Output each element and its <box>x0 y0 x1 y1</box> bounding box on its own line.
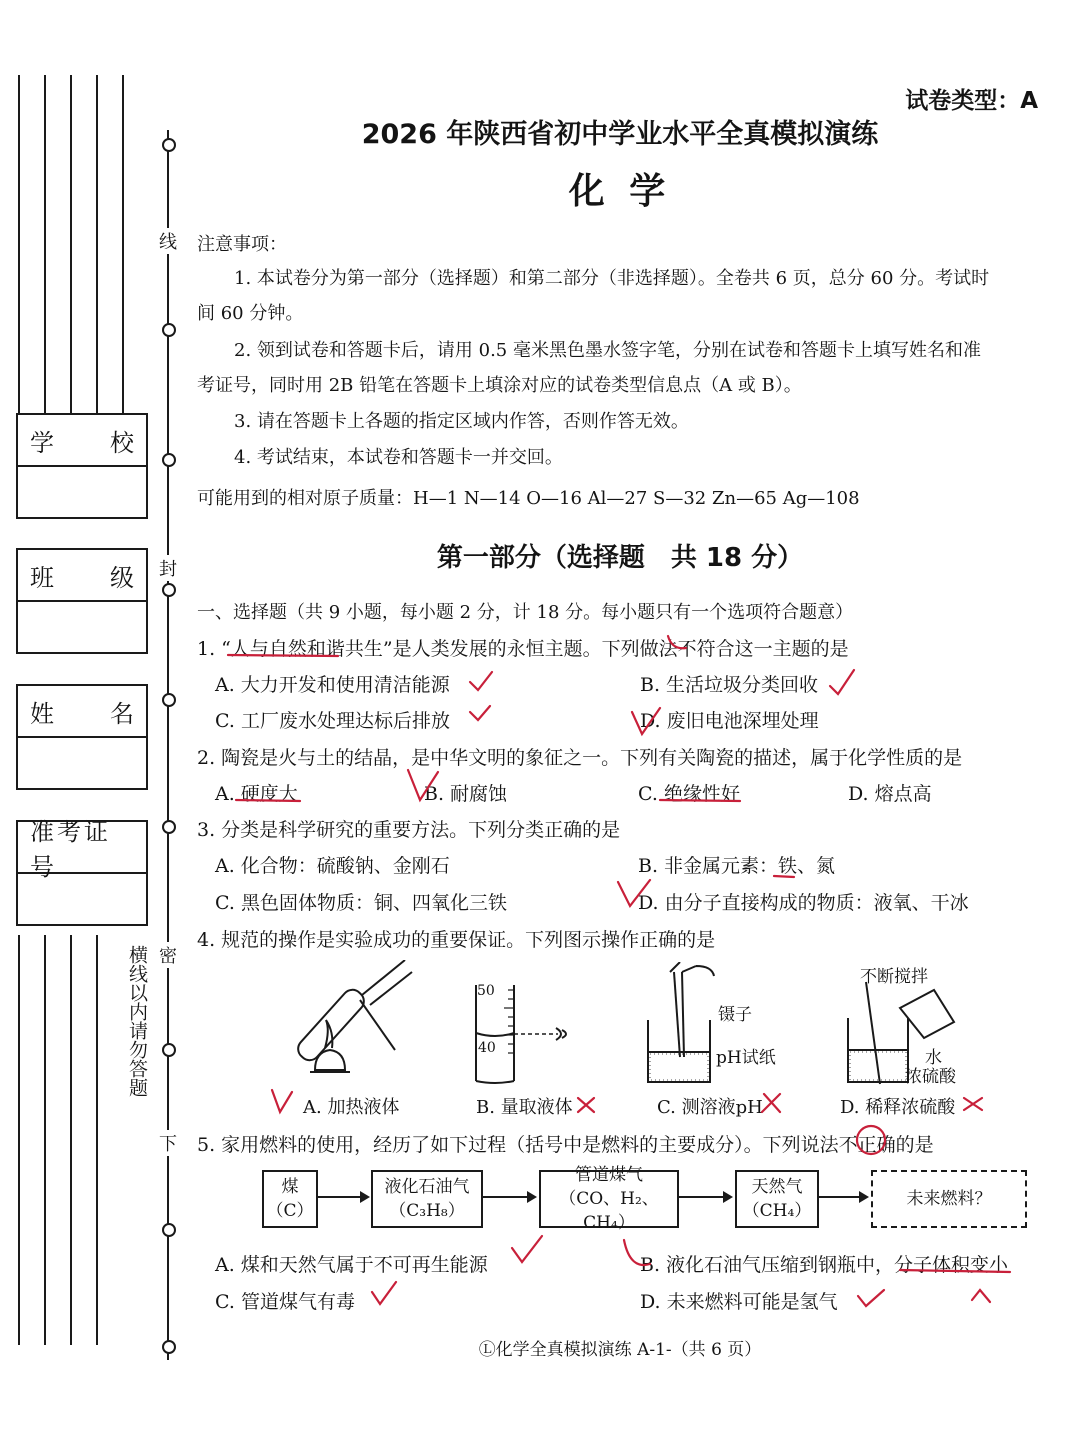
underline-mark <box>236 800 300 801</box>
check-mark-icon <box>470 706 490 720</box>
figure-caption[interactable]: B. 量取液体 <box>476 1097 573 1118</box>
check-mark-icon <box>408 770 438 800</box>
atomic-masses: 可能用到的相对原子质量：H—1 N—14 O—16 Al—27 S—32 Zn—65 Ag—108 <box>197 488 860 509</box>
check-mark-icon <box>512 1236 542 1262</box>
option-a[interactable]: A. 化合物：硫酸钠、金刚石 <box>215 855 450 877</box>
check-mark-icon <box>470 672 492 690</box>
notice-item: 4. 考试结束，本试卷和答题卡一并交回。 <box>234 447 563 468</box>
figure-caption[interactable]: A. 加热液体 <box>303 1097 400 1118</box>
option-b[interactable]: B. 非金属元素：铁、氮 <box>638 855 836 877</box>
figure-caption[interactable]: D. 稀释浓硫酸 <box>840 1097 956 1118</box>
option-c[interactable]: C. 管道煤气有毒 <box>215 1291 355 1313</box>
exam-type-label: 试卷类型：A <box>905 88 1038 114</box>
section-instruction: 一、选择题（共 9 小题，每小题 2 分，计 18 分。每小题只有一个选项符合题意） <box>197 602 854 623</box>
question-stem: 5. 家用燃料的使用，经历了如下过程（括号中是燃料的主要成分）。下列说法不正确的是 <box>197 1134 934 1156</box>
seal-char: 下 <box>157 1130 179 1156</box>
figure-caption[interactable]: C. 测溶液pH <box>657 1097 763 1118</box>
subject-title: 化 学 <box>568 171 672 212</box>
label-stir: 不断搅拌 <box>860 967 928 987</box>
flow-formula: （CO、H₂、CH₄） <box>559 1189 659 1233</box>
cross-mark-icon <box>972 1290 990 1302</box>
question-stem: 2. 陶瓷是火与土的结晶，是中华文明的象征之一。下列有关陶瓷的描述，属于化学性质的是 <box>197 747 963 769</box>
option-a[interactable]: A. 煤和天然气属于不可再生能源 <box>215 1254 488 1276</box>
flow-formula: （CH₄） <box>742 1201 812 1221</box>
option-b[interactable]: B. 耐腐蚀 <box>424 783 508 805</box>
flow-name: 管道煤气 <box>575 1165 643 1185</box>
check-mark-icon <box>618 880 650 906</box>
option-d[interactable]: D. 未来燃料可能是氢气 <box>640 1291 838 1313</box>
cross-mark-icon <box>762 1094 780 1112</box>
check-mark-icon <box>830 670 854 694</box>
notice-item: 2. 领到试卷和答题卡后，请用 0.5 毫米黑色墨水签字笔，分别在试卷和答题卡上填写姓名和准 <box>234 340 981 361</box>
vertical-warning-text: 横线以内请勿答题 <box>126 945 148 1097</box>
label-acid: 浓硫酸 <box>905 1067 956 1087</box>
flow-name: 天然气 <box>751 1177 803 1197</box>
circle-mark <box>668 636 686 648</box>
bracket-mark <box>624 1240 650 1265</box>
page-footer: Ⓛ化学全真模拟演练 A-1-（共 6 页） <box>478 1340 762 1360</box>
check-mark-icon <box>858 1290 884 1306</box>
question-stem: 1. “人与自然和谐共生”是人类发展的永恒主题。下列做法不符合这一主题的是 <box>197 638 849 660</box>
check-mark-icon <box>632 708 660 734</box>
notice-item: 1. 本试卷分为第一部分（选择题）和第二部分（非选择题）。全卷共 6 页，总分 60 分。考试时 <box>234 268 990 289</box>
cross-mark-icon <box>964 1098 982 1110</box>
scale-label: 40 <box>478 1040 496 1056</box>
notice-item: 3. 请在答题卡上各题的指定区域内作答，否则作答无效。 <box>234 411 689 432</box>
option-a[interactable]: A. 硬度大 <box>215 783 298 805</box>
underline-mark <box>774 876 794 877</box>
underline-mark <box>228 655 338 656</box>
flow-formula: （C₃H₈） <box>389 1201 465 1221</box>
label-ph-paper: pH试纸 <box>716 1048 776 1068</box>
class-label: 级 <box>110 563 134 592</box>
seal-char: 封 <box>157 555 179 581</box>
option-c[interactable]: C. 黑色固体物质：铜、四氧化三铁 <box>215 892 507 914</box>
label-tweezers: 镊子 <box>718 1005 752 1025</box>
option-d[interactable]: D. 熔点高 <box>848 783 932 805</box>
name-label: 姓 <box>30 699 54 728</box>
notice-item: 间 60 分钟。 <box>197 303 304 324</box>
underline-mark <box>900 1270 1010 1272</box>
part1-heading: 第一部分（选择题 共 18 分） <box>436 543 804 573</box>
seal-char: 线 <box>157 228 179 254</box>
school-label: 校 <box>110 428 134 457</box>
flow-formula: （C） <box>266 1201 314 1221</box>
name-label: 名 <box>110 699 134 728</box>
option-b[interactable]: B. 液化石油气压缩到钢瓶中，分子体积变小 <box>640 1254 1009 1276</box>
circle-mark <box>857 1126 885 1154</box>
option-a[interactable]: A. 大力开发和使用清洁能源 <box>215 674 450 696</box>
seal-char: 密 <box>157 942 179 968</box>
option-d[interactable]: D. 由分子直接构成的物质：液氧、干冰 <box>638 892 969 914</box>
question-stem: 3. 分类是科学研究的重要方法。下列分类正确的是 <box>197 819 621 841</box>
scale-label: 50 <box>477 983 495 999</box>
school-label: 学 <box>30 428 54 457</box>
flow-name: 未来燃料？ <box>906 1189 992 1209</box>
class-label: 班 <box>30 563 54 592</box>
flow-name: 煤 <box>281 1177 299 1197</box>
label-water: 水 <box>925 1048 942 1068</box>
question-stem: 4. 规范的操作是实验成功的重要保证。下列图示操作正确的是 <box>197 929 716 951</box>
option-b[interactable]: B. 生活垃圾分类回收 <box>640 674 819 696</box>
cross-mark-icon <box>578 1098 594 1112</box>
page-title: 2026 年陕西省初中学业水平全真模拟演练 <box>361 119 879 150</box>
notice-heading: 注意事项： <box>197 234 287 255</box>
flow-name: 液化石油气 <box>384 1177 470 1197</box>
notice-item: 考证号，同时用 2B 铅笔在答题卡上填涂对应的试卷类型信息点（A 或 B）。 <box>197 375 802 396</box>
underline-mark <box>660 800 740 801</box>
check-mark-icon <box>272 1090 292 1112</box>
option-c[interactable]: C. 绝缘性好 <box>638 783 740 805</box>
option-c[interactable]: C. 工厂废水处理达标后排放 <box>215 710 450 732</box>
check-mark-icon <box>372 1282 396 1304</box>
exam-number-label: 准考证号 <box>30 818 111 881</box>
option-d[interactable]: D. 废旧电池深埋处理 <box>640 710 819 732</box>
